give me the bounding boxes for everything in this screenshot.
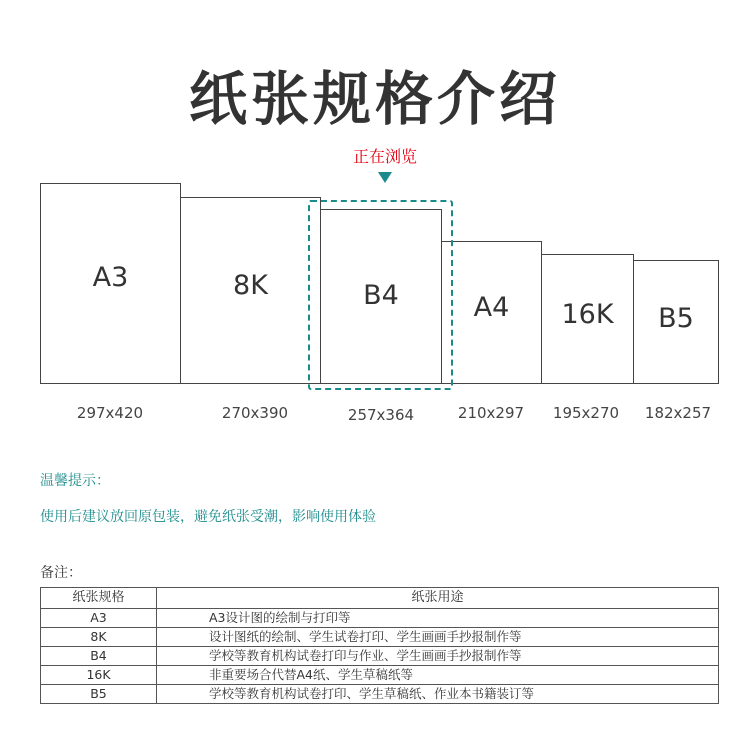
table-row	[41, 609, 719, 628]
cell-spec: A3	[41, 609, 157, 628]
paper-label: A3	[92, 262, 129, 293]
table-header-row	[41, 588, 719, 609]
cell-usage: 学校等教育机构试卷打印与作业、学生画画手抄报制作等	[157, 647, 719, 666]
cell-usage: 设计图纸的绘制、学生试卷打印、学生画画手抄报制作等	[157, 628, 719, 647]
paper-size-16k: 195x270	[552, 404, 620, 422]
paper-label: B4	[363, 280, 399, 311]
tip-text: 使用后建议放回原包装，避免纸张受潮，影响使用体验	[40, 509, 376, 525]
paper-size-a4: 210x297	[457, 404, 525, 422]
paper-a3[interactable]	[40, 183, 181, 384]
cell-spec: B5	[41, 685, 157, 704]
paper-size-b5: 182x257	[644, 404, 712, 422]
cell-spec: 16K	[41, 666, 157, 685]
paper-size-8k: 270x390	[221, 404, 289, 422]
paper-b5[interactable]	[633, 260, 719, 384]
notes-title: 备注：	[40, 565, 82, 581]
down-arrow-icon	[378, 172, 392, 183]
paper-label: B5	[658, 303, 694, 334]
paper-label: 16K	[561, 299, 614, 330]
current-selection-frame	[308, 200, 453, 390]
paper-8k[interactable]	[180, 197, 321, 384]
tip-title: 温馨提示：	[40, 473, 110, 489]
table-row	[41, 685, 719, 704]
cell-spec: 8K	[41, 628, 157, 647]
header-usage: 纸张用途	[157, 588, 719, 609]
cell-usage: 非重要场合代替A4纸、学生草稿纸等	[157, 666, 719, 685]
paper-16k[interactable]	[541, 254, 634, 384]
browsing-label: 正在浏览	[352, 147, 417, 166]
page-title: 纸张规格介绍	[188, 65, 561, 133]
table-row	[41, 666, 719, 685]
paper-size-a3: 297x420	[76, 404, 144, 422]
paper-a4[interactable]	[441, 241, 542, 384]
table-row	[41, 628, 719, 647]
paper-size-b4: 257x364	[347, 406, 415, 424]
header-spec: 纸张规格	[41, 588, 157, 609]
cell-usage: 学校等教育机构试卷打印、学生草稿纸、作业本书籍装订等	[157, 685, 719, 704]
cell-usage: A3设计图的绘制与打印等	[157, 609, 719, 628]
paper-usage-table	[40, 587, 719, 704]
paper-label: 8K	[233, 270, 268, 301]
paper-label: A4	[473, 292, 510, 323]
cell-spec: B4	[41, 647, 157, 666]
table-row	[41, 647, 719, 666]
